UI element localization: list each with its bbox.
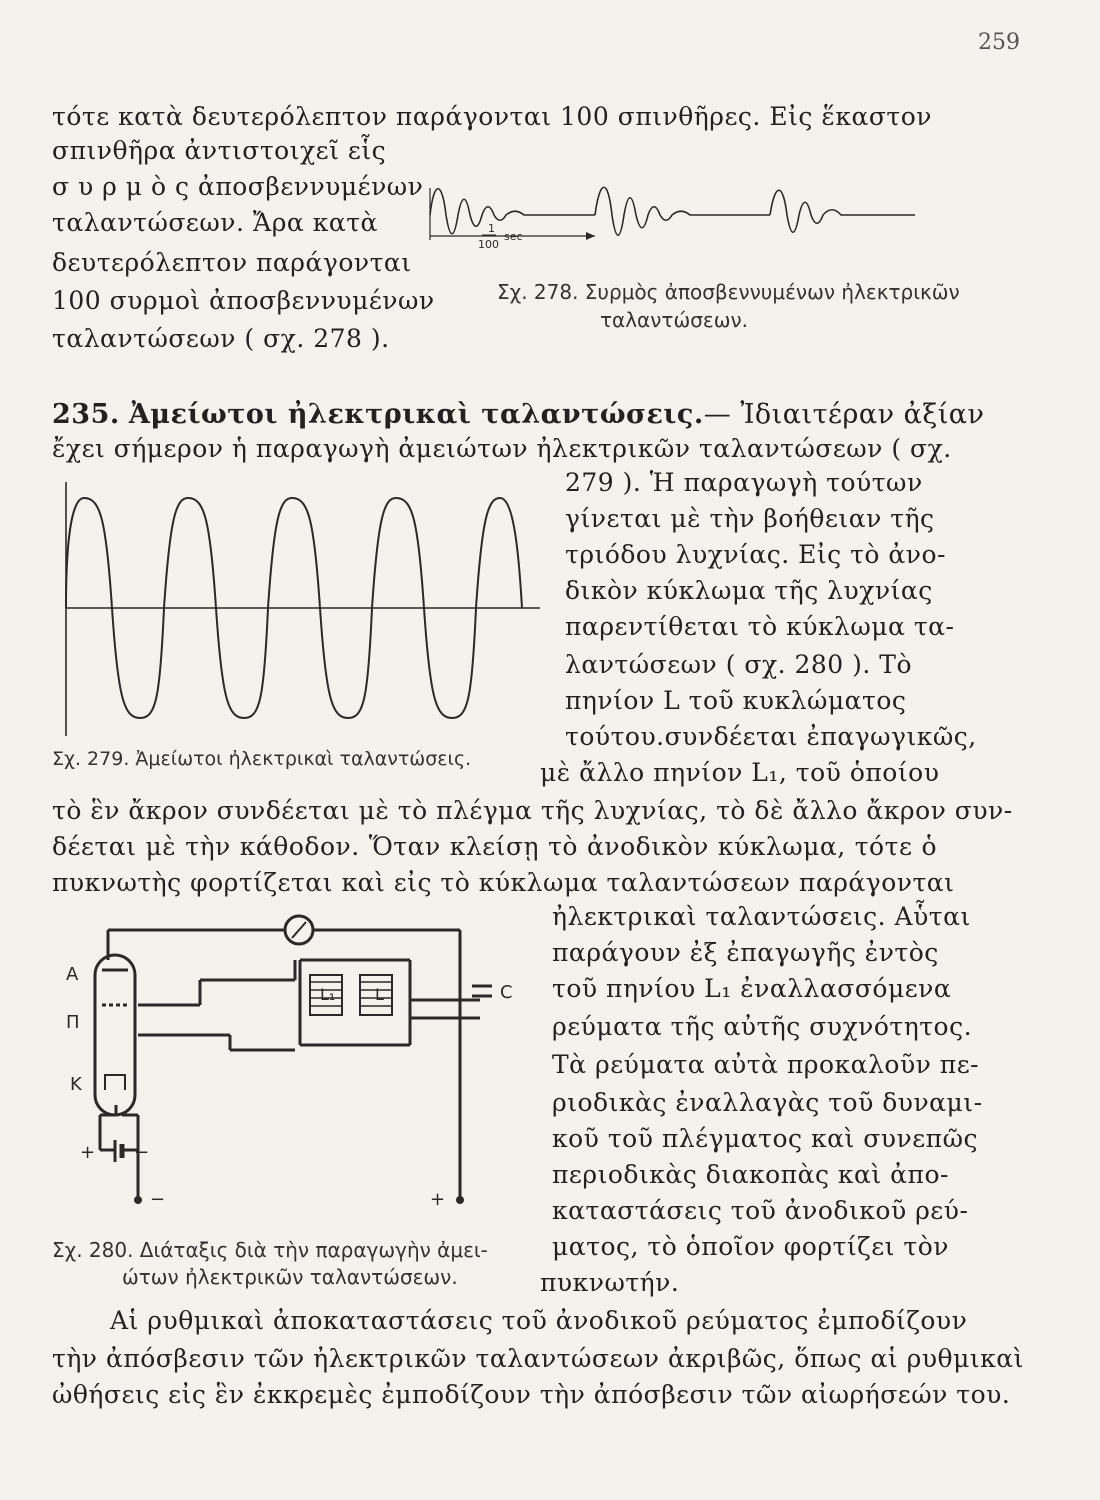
- figure-278-damped-trains: [420, 170, 920, 250]
- text-line: Αἱ ρυθμικαὶ ἀποκαταστάσεις τοῦ ἀνοδικοῦ ρεύματος ἐμποδίζουν: [110, 1306, 968, 1335]
- text-line: ταλαντώσεων ( σχ. 278 ).: [52, 324, 390, 353]
- label-battery-plus: +: [80, 1142, 96, 1163]
- text-line: γίνεται μὲ τὴν βοήθειαν τῆς: [565, 504, 935, 533]
- text-line: τούτου.συνδέεται ἐπαγωγικῶς,: [565, 722, 977, 751]
- label-terminal-minus: −: [150, 1189, 166, 1210]
- damped-train-2: [595, 187, 770, 235]
- label-battery-minus: −: [134, 1142, 150, 1163]
- label-grid: Π: [66, 1012, 80, 1033]
- text-line: ἠλεκτρικαὶ ταλαντώσεις. Αὗται: [552, 902, 971, 931]
- galvanometer-icon: [285, 916, 313, 944]
- label-C: C: [500, 982, 513, 1003]
- time-label-denominator: 100: [478, 238, 499, 251]
- battery-icon: [115, 1140, 122, 1162]
- text-line: δέεται μὲ τὴν κάθοδον. Ὅταν κλείσῃ τὸ ἀνοδικὸν κύκλωμα, τότε ὁ: [52, 832, 937, 861]
- text-line: ὠθήσεις εἰς ἓν ἐκκρεμὲς ἐμποδίζουν τὴν ἀπόσβεσιν τῶν αἰωρήσεών του.: [52, 1380, 1011, 1409]
- time-label-numerator: 1: [488, 222, 495, 235]
- figure-280-caption: Σχ. 280. Διάταξις διὰ τὴν παραγωγὴν ἀμει-: [52, 1238, 488, 1262]
- text-line: πυκνωτὴς φορτίζεται καὶ εἰς τὸ κύκλωμα ταλαντώσεων παράγονται: [52, 868, 955, 897]
- figure-278-caption: Σχ. 278. Συρμὸς ἀποσβεννυμένων ἠλεκτρικῶν: [497, 280, 960, 304]
- text-line: παράγουν ἐξ ἐπαγωγῆς ἐντὸς: [552, 938, 939, 967]
- text-line: δικὸν κύκλωμα τῆς λυχνίας: [565, 576, 933, 605]
- text-line: ματος, τὸ ὁποῖον φορτίζει τὸν: [552, 1232, 949, 1261]
- text-line: δευτερόλεπτον παράγονται: [52, 248, 412, 277]
- text-line: καταστάσεις τοῦ ἀνοδικοῦ ρεύ-: [552, 1196, 969, 1225]
- text-line: μὲ ἄλλο πηνίον L₁, τοῦ ὁποίου: [540, 758, 940, 787]
- label-terminal-plus: +: [430, 1189, 446, 1210]
- page-number: 259: [978, 30, 1020, 55]
- text-line: τὸ ἓν ἄκρον συνδέεται μὲ τὸ πλέγμα τῆς λυχνίας, τὸ δὲ ἄλλο ἄκρον συν-: [52, 796, 1013, 825]
- text-line: ἔχει σήμερον ἡ παραγωγὴ ἀμειώτων ἠλεκτρικῶν ταλαντώσεων ( σχ.: [52, 434, 952, 463]
- section-heading: [52, 398, 984, 432]
- text-line: λαντώσεων ( σχ. 280 ). Τὸ: [565, 650, 913, 679]
- figure-279-caption: Σχ. 279. Ἀμείωτοι ἠλεκτρικαὶ ταλαντώσεις.: [52, 748, 472, 770]
- text-line: σ υ ρ μ ὸ ς ἀποσβεννυμένων: [52, 172, 424, 201]
- terminal-plus-icon: [456, 1196, 464, 1204]
- time-label-unit: sec: [504, 230, 523, 243]
- text-line: τὴν ἀπόσβεσιν τῶν ἠλεκτρικῶν ταλαντώσεων ἀκριβῶς, ὅπως αἱ ρυθμικαὶ: [52, 1344, 1024, 1373]
- damped-train-1: [430, 189, 595, 234]
- text-line: Τὰ ρεύματα αὐτὰ προκαλοῦν πε-: [552, 1050, 980, 1079]
- text-line: 279 ). Ἡ παραγωγὴ τούτων: [565, 468, 923, 497]
- text-line: Ἰδιαιτέραν ἀξίαν: [740, 399, 985, 430]
- text-line: περιοδικὰς διακοπὰς καὶ ἀπο-: [552, 1160, 949, 1189]
- text-line: ριοδικὰς ἐναλλαγὰς τοῦ δυναμι-: [552, 1088, 983, 1117]
- damped-train-3: [770, 190, 915, 232]
- label-anode: A: [66, 964, 79, 985]
- text-line: πηνίον L τοῦ κυκλώματος: [565, 686, 907, 715]
- text-line: ρεύματα τῆς αὐτῆς συχνότητος.: [552, 1012, 973, 1041]
- text-line: τοῦ πηνίου L₁ ἐναλλασσόμενα: [552, 974, 952, 1003]
- text-line: τριόδου λυχνίας. Εἰς τὸ ἀνο-: [565, 540, 947, 569]
- text-line: σπινθῆρα ἀντιστοιχεῖ εἷς: [52, 136, 387, 165]
- text-line: 100 συρμοὶ ἀποσβεννυμένων: [52, 286, 435, 315]
- figure-279-undamped-oscillations: [60, 478, 560, 738]
- terminal-minus-icon: [134, 1196, 142, 1204]
- section-title: Ἀμείωτοι ἠλεκτρικαὶ ταλαντώσεις.: [128, 399, 704, 430]
- text-line: παρεντίθεται τὸ κύκλωμα τα-: [565, 612, 955, 641]
- text-line: πυκνωτήν.: [540, 1268, 680, 1297]
- figure-278-caption: ταλαντώσεων.: [600, 308, 748, 332]
- triode-tube-icon: [95, 955, 135, 1115]
- figure-280-caption: ώτων ἠλεκτρικῶν ταλαντώσεων.: [122, 1265, 458, 1289]
- section-number: 235.: [52, 399, 120, 430]
- figure-280-triode-circuit: [60, 900, 540, 1220]
- text-line: κοῦ τοῦ πλέγματος καὶ συνεπῶς: [552, 1124, 978, 1153]
- text-line: τότε κατὰ δευτερόλεπτον παράγονται 100 σπινθῆρες. Εἰς ἕκαστον: [52, 102, 932, 131]
- capacitor-icon: [472, 986, 492, 996]
- label-L: L: [375, 985, 384, 1004]
- label-cathode: K: [70, 1074, 82, 1095]
- label-L1: L₁: [320, 985, 336, 1004]
- text-line: ταλαντώσεων. Ἄρα κατὰ: [52, 208, 378, 237]
- arrow-head-icon: [586, 232, 595, 240]
- section-dash: —: [703, 399, 732, 430]
